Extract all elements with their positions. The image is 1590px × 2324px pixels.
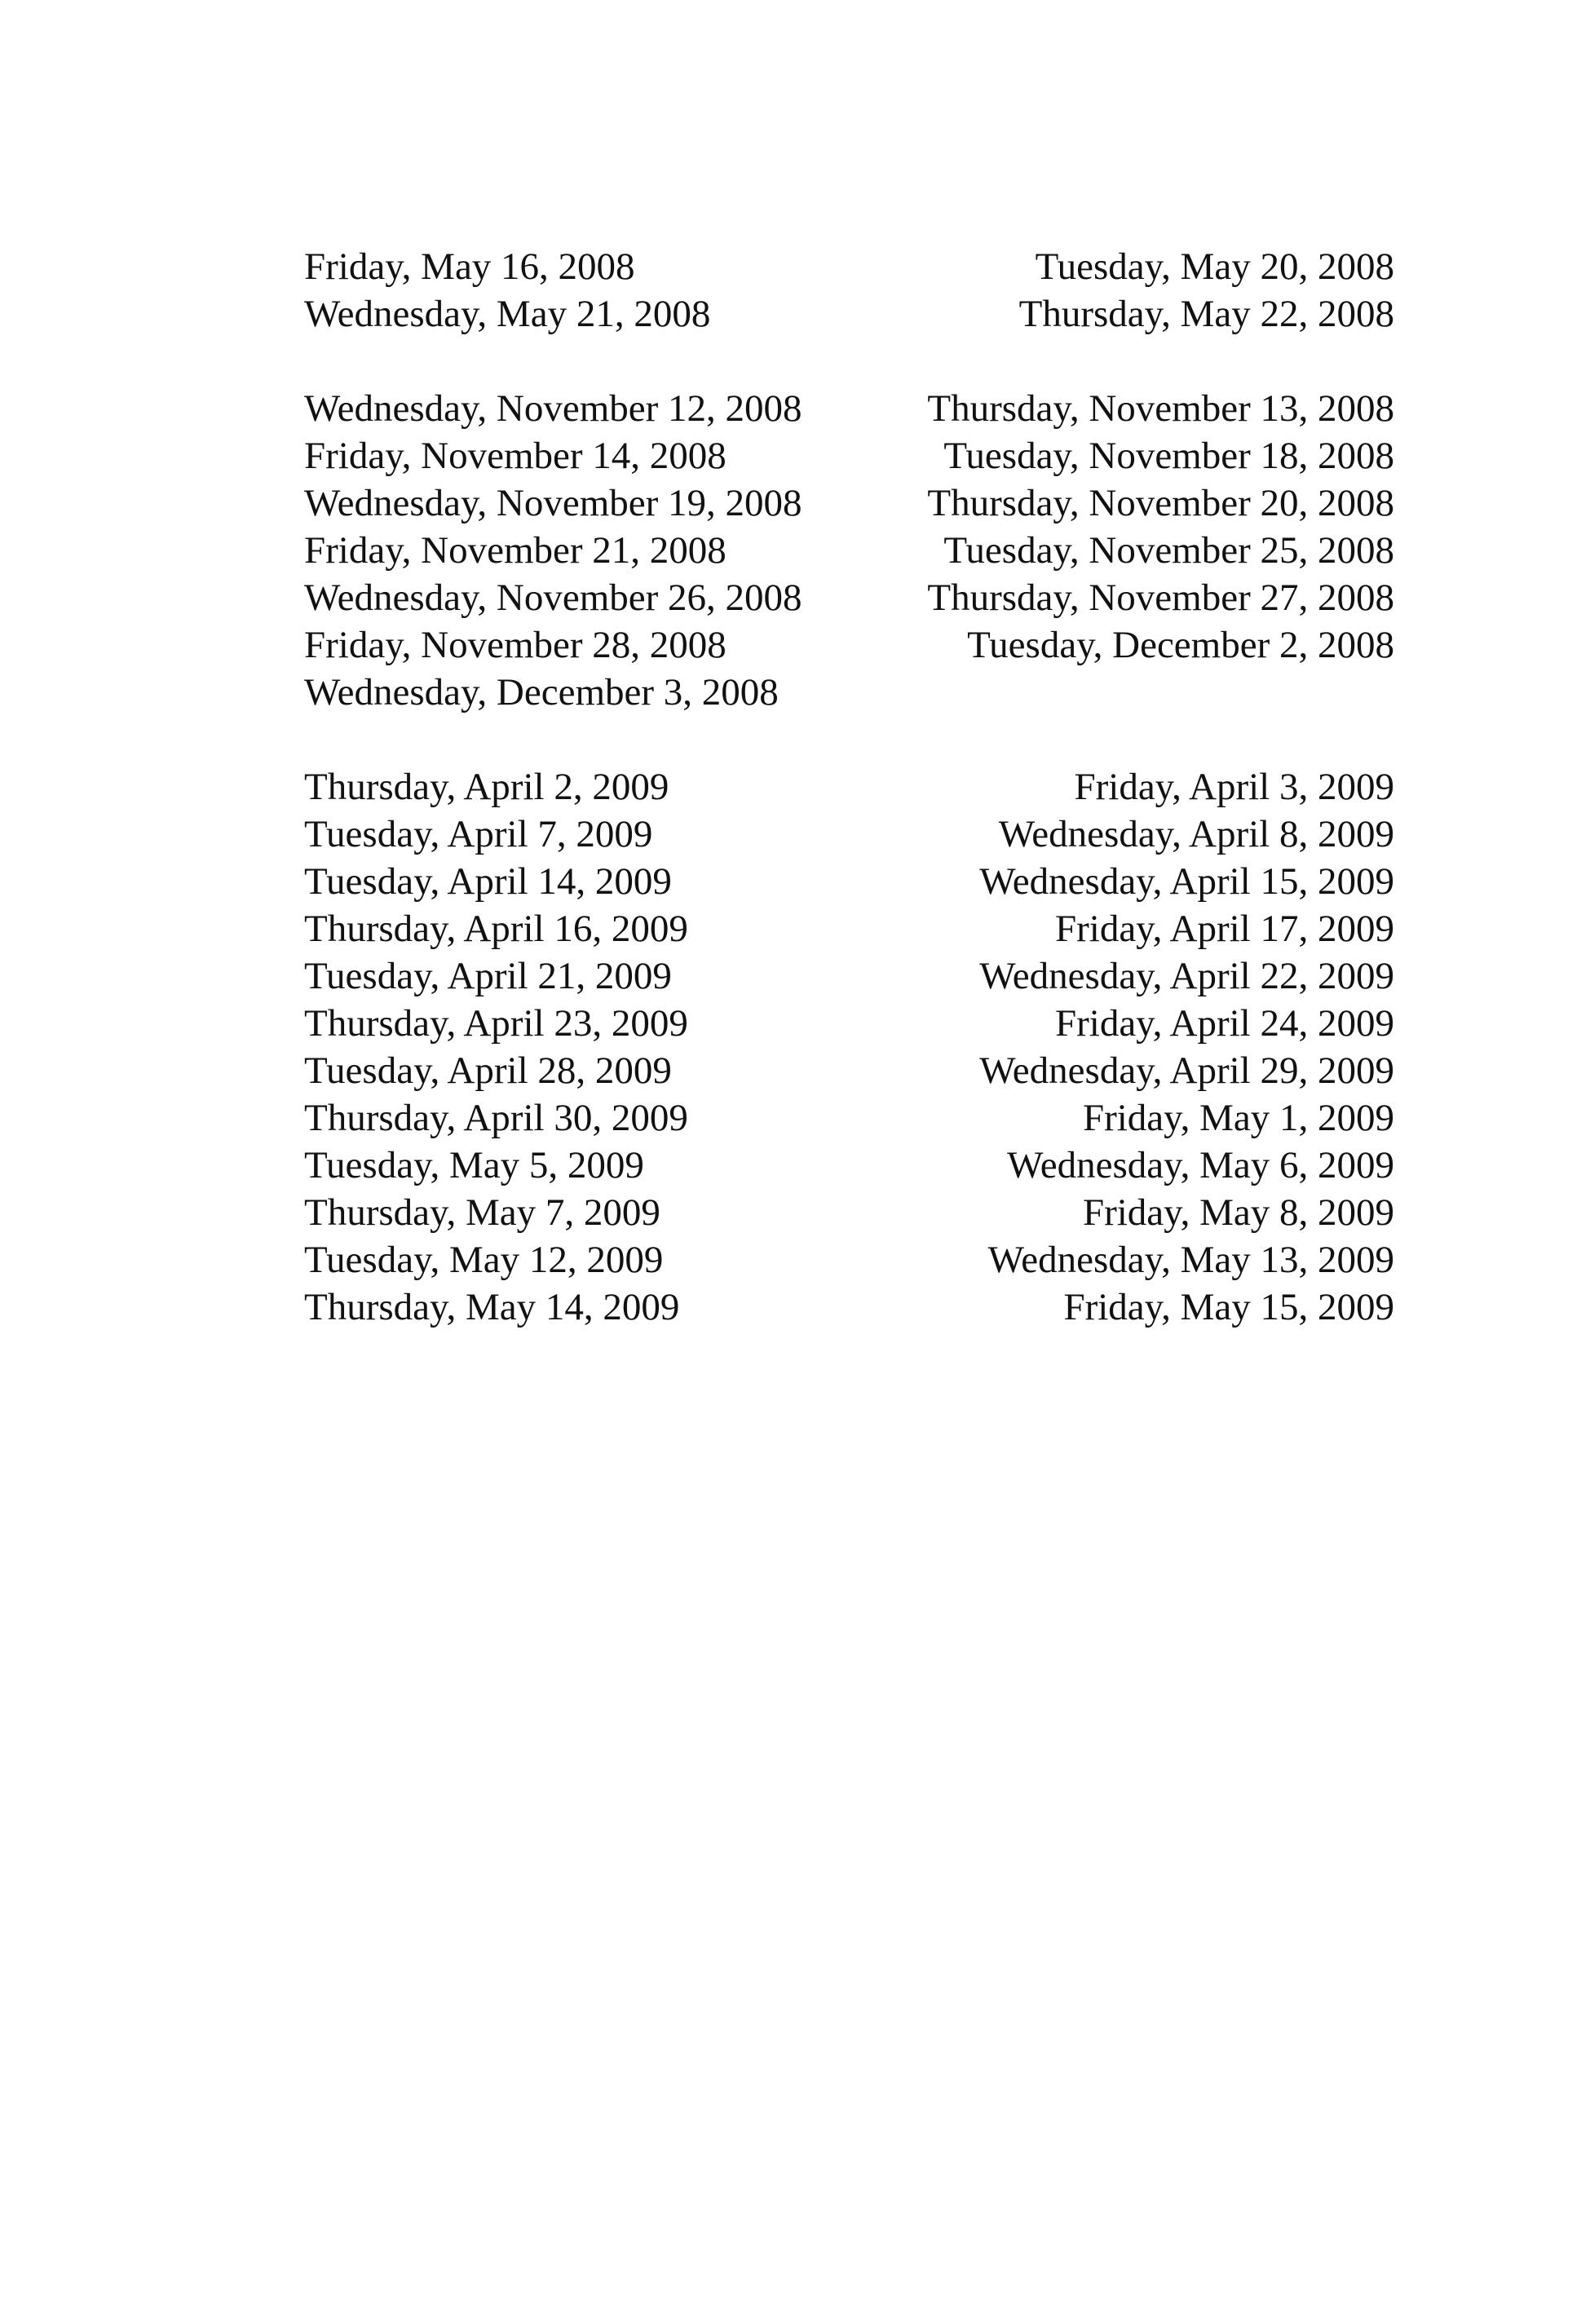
- date-right: Friday, May 1, 2009: [1082, 1097, 1394, 1139]
- date-right: Thursday, May 22, 2008: [1018, 293, 1394, 335]
- date-left: Wednesday, November 12, 2008: [304, 387, 802, 430]
- date-left: Tuesday, April 28, 2009: [304, 1049, 672, 1092]
- date-row: [304, 479, 1394, 527]
- date-right: Friday, May 8, 2009: [1082, 1191, 1394, 1234]
- date-left: Tuesday, May 5, 2009: [304, 1144, 644, 1186]
- date-row: [304, 1236, 1394, 1284]
- date-left: Thursday, April 30, 2009: [304, 1097, 688, 1139]
- date-left: Friday, November 28, 2008: [304, 624, 727, 666]
- date-row: [304, 811, 1394, 858]
- date-right: Wednesday, May 6, 2009: [1007, 1144, 1394, 1186]
- date-left: Wednesday, November 19, 2008: [304, 482, 802, 524]
- date-row: [304, 621, 1394, 669]
- date-right: Thursday, November 20, 2008: [927, 482, 1394, 524]
- date-right: Friday, April 24, 2009: [1054, 1002, 1394, 1045]
- date-group-may-2008: [304, 243, 1394, 338]
- date-row: [304, 1284, 1394, 1331]
- date-left: Wednesday, May 21, 2008: [304, 293, 711, 335]
- date-left: Thursday, April 23, 2009: [304, 1002, 688, 1045]
- date-left: Thursday, April 16, 2009: [304, 908, 688, 950]
- date-left: Thursday, May 7, 2009: [304, 1191, 660, 1234]
- date-right: Friday, April 17, 2009: [1054, 908, 1394, 950]
- date-left: Wednesday, November 26, 2008: [304, 577, 802, 619]
- date-row: [304, 669, 1394, 716]
- date-right: Wednesday, April 22, 2009: [979, 955, 1394, 997]
- date-left: Tuesday, May 12, 2009: [304, 1239, 664, 1281]
- date-left: Tuesday, April 21, 2009: [304, 955, 672, 997]
- date-row: [304, 1047, 1394, 1094]
- date-right: Thursday, November 27, 2008: [927, 577, 1394, 619]
- date-group-nov-dec-2008: [304, 385, 1394, 716]
- date-right: Wednesday, May 13, 2009: [987, 1239, 1394, 1281]
- date-row: [304, 905, 1394, 952]
- date-row: [304, 243, 1394, 290]
- date-right: Tuesday, November 25, 2008: [943, 529, 1394, 572]
- date-right: Wednesday, April 15, 2009: [979, 860, 1394, 903]
- date-right: Thursday, November 13, 2008: [927, 387, 1394, 430]
- date-right: Tuesday, November 18, 2008: [943, 435, 1394, 477]
- date-row: [304, 1189, 1394, 1236]
- date-right: Tuesday, December 2, 2008: [967, 624, 1394, 666]
- date-row: [304, 1000, 1394, 1047]
- date-row: [304, 432, 1394, 479]
- date-right: Wednesday, April 8, 2009: [998, 813, 1394, 855]
- date-group-apr-may-2009: [304, 763, 1394, 1331]
- date-left: Wednesday, December 3, 2008: [304, 671, 779, 714]
- date-row: [304, 952, 1394, 1000]
- date-row: [304, 763, 1394, 811]
- date-row: [304, 385, 1394, 432]
- date-left: Thursday, April 2, 2009: [304, 766, 669, 808]
- date-row: [304, 574, 1394, 621]
- date-left: Friday, November 14, 2008: [304, 435, 727, 477]
- date-right: Friday, May 15, 2009: [1063, 1286, 1394, 1328]
- date-left: Tuesday, April 14, 2009: [304, 860, 672, 903]
- date-left: Friday, November 21, 2008: [304, 529, 727, 572]
- date-left: Thursday, May 14, 2009: [304, 1286, 680, 1328]
- date-row: [304, 1142, 1394, 1189]
- date-row: [304, 527, 1394, 574]
- date-row: [304, 858, 1394, 905]
- date-row: [304, 290, 1394, 338]
- date-right: Wednesday, April 29, 2009: [979, 1049, 1394, 1092]
- date-right: Friday, April 3, 2009: [1074, 766, 1394, 808]
- date-list: [304, 243, 1394, 1378]
- date-row: [304, 1094, 1394, 1142]
- date-right: Tuesday, May 20, 2008: [1035, 245, 1394, 288]
- date-left: Friday, May 16, 2008: [304, 245, 635, 288]
- date-left: Tuesday, April 7, 2009: [304, 813, 653, 855]
